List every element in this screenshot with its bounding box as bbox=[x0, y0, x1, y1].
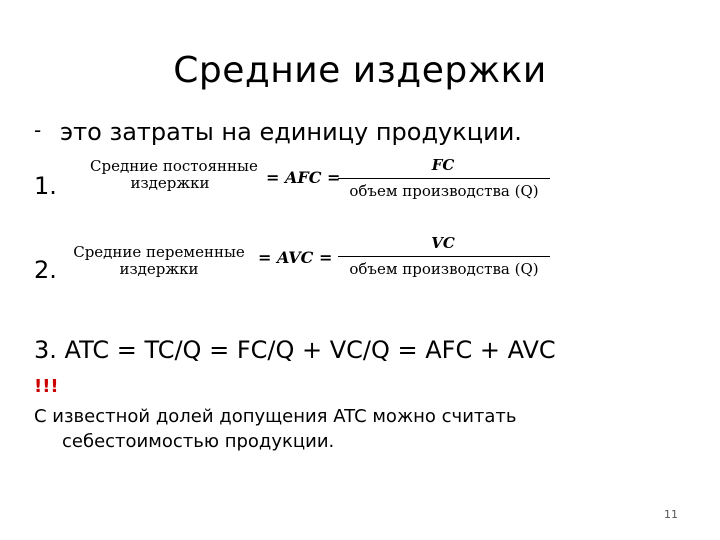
afc-numerator: FC bbox=[431, 156, 455, 174]
bullet-text: это затраты на единицу продукции. bbox=[60, 118, 522, 146]
afc-fraction-bar bbox=[338, 178, 550, 179]
afc-name-line2: издержки bbox=[130, 174, 210, 192]
avc-formula bbox=[64, 234, 550, 290]
afc-formula bbox=[90, 156, 550, 206]
slide-title: Средние издержки bbox=[173, 50, 547, 91]
avc-name-line1: Средние переменные bbox=[73, 243, 245, 261]
bullet-item bbox=[34, 118, 522, 146]
avc-name bbox=[64, 244, 254, 278]
avc-fraction-bar bbox=[338, 256, 550, 257]
afc-name bbox=[90, 157, 258, 192]
avc-numerator: VC bbox=[431, 234, 455, 252]
afc-denominator: объем производства (Q) bbox=[349, 182, 539, 200]
exclamation-mark: !!! bbox=[34, 376, 59, 397]
avc-equals: = AVC = bbox=[258, 248, 333, 267]
avc-denominator: объем производства (Q) bbox=[349, 260, 539, 278]
note-paragraph bbox=[34, 404, 594, 454]
page-number: 11 bbox=[664, 508, 678, 521]
note-line-1: С известной долей допущения ATC можно считать bbox=[34, 406, 517, 427]
item-number-1: 1. bbox=[34, 172, 57, 200]
afc-equals: = AFC = bbox=[266, 168, 341, 187]
note-line-2: себестоимостью продукции. bbox=[62, 431, 335, 452]
avc-name-line2: издержки bbox=[119, 260, 199, 278]
item-number-2: 2. bbox=[34, 256, 57, 284]
afc-name-line1: Средние постоянные bbox=[90, 157, 258, 175]
atc-formula: 3. ATC = TC/Q = FC/Q + VC/Q = AFC + AVC bbox=[34, 336, 556, 364]
bullet-marker: - bbox=[34, 118, 42, 142]
